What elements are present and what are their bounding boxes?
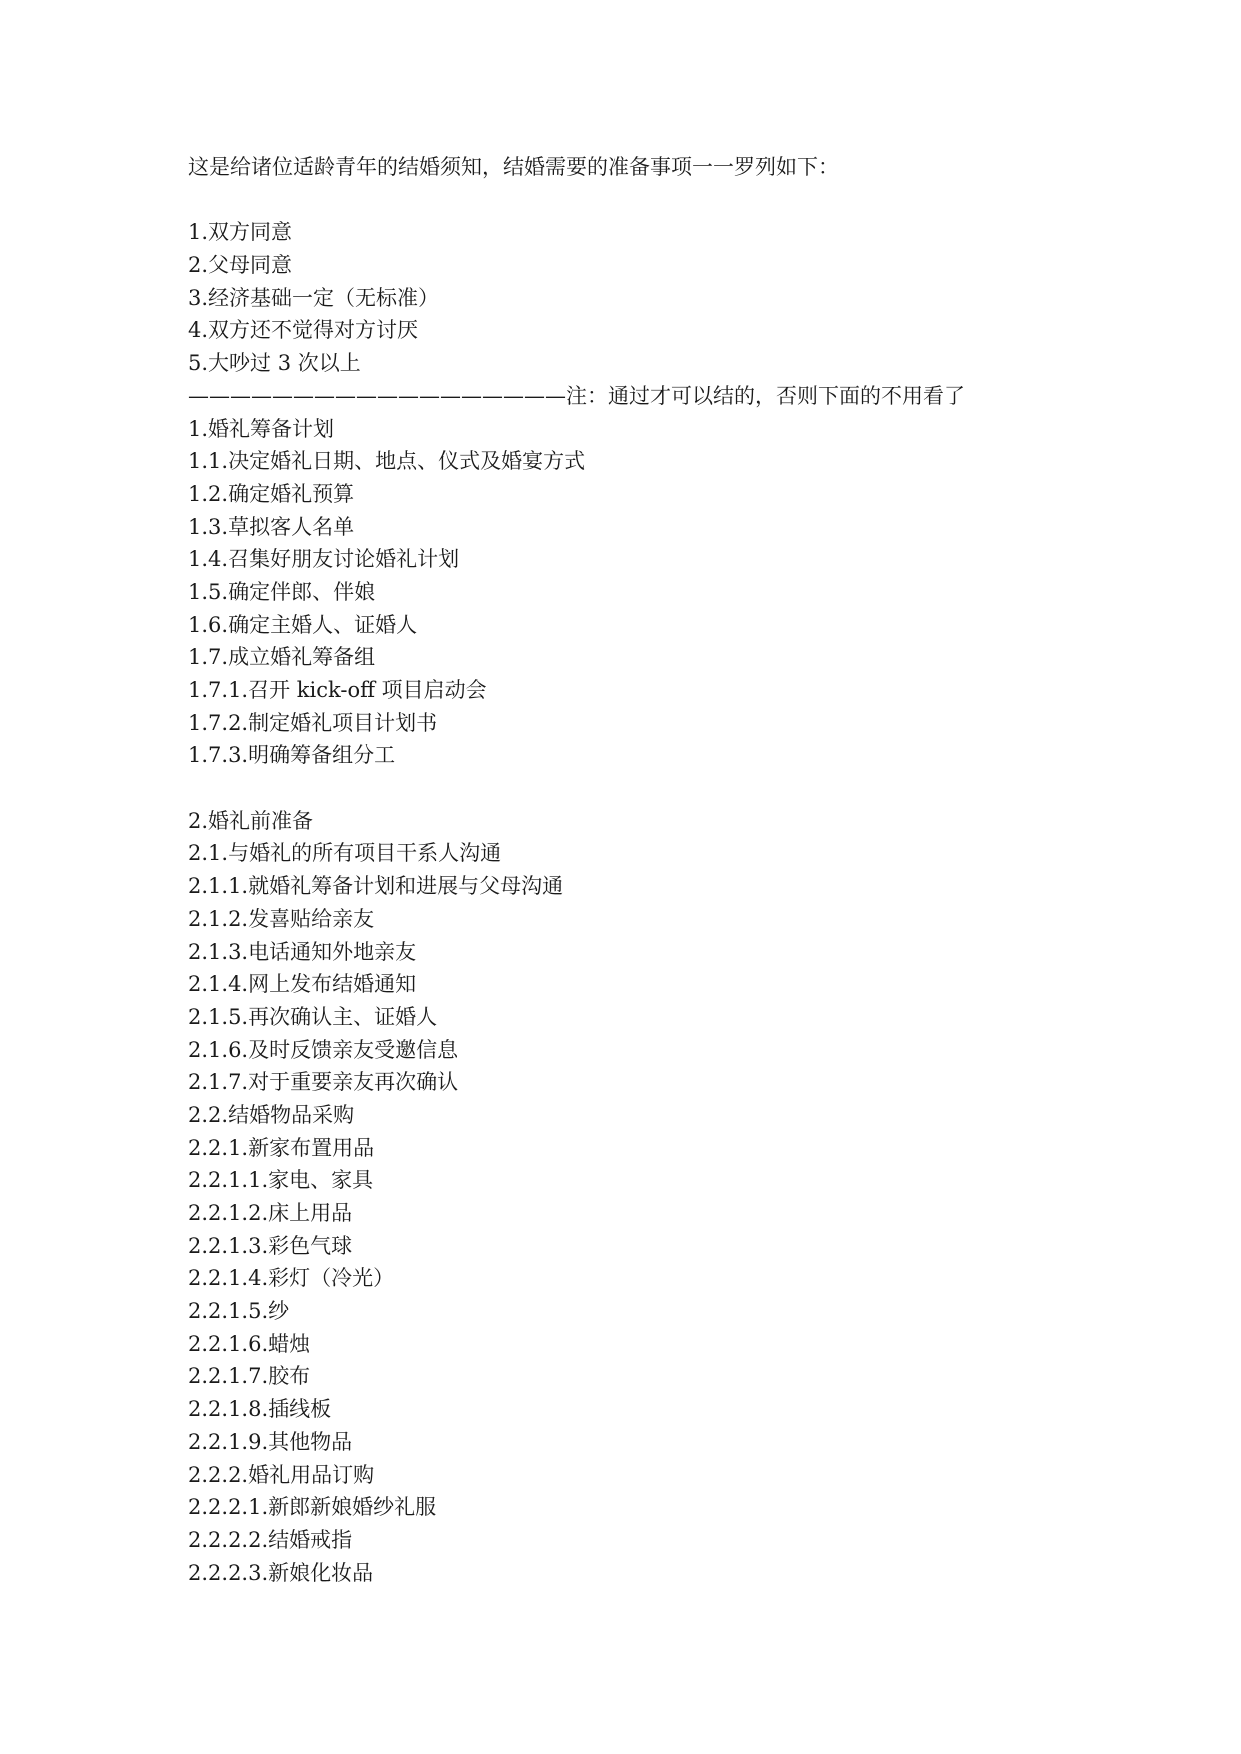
prerequisite-item: 4.双方还不觉得对方讨厌 [188, 318, 419, 343]
list-item: 2.2.1.2.床上用品 [188, 1201, 353, 1225]
list-item: 1.3.草拟客人名单 [188, 514, 355, 539]
list-item: 2.2.2.1.新郎新娘婚纱礼服 [188, 1495, 437, 1520]
list-item: 2.2.1.5.纱 [188, 1299, 290, 1324]
separator-note: ——————————————————注：通过才可以结的，否则下面的不用看了 [188, 383, 965, 408]
list-item: 2.2.2.2.结婚戒指 [188, 1527, 353, 1552]
intro-text: 这是给诸位适龄青年的结婚须知，结婚需要的准备事项一一罗列如下： [188, 155, 839, 179]
document-body [188, 151, 1168, 1589]
list-item: 2.2.2.婚礼用品订购 [188, 1462, 375, 1487]
list-item: 1.5.确定伴郎、伴娘 [188, 579, 376, 604]
section-heading: 1.婚礼筹备计划 [188, 416, 335, 441]
list-item: 1.7.成立婚礼筹备组 [188, 645, 376, 670]
list-item: 2.1.4.网上发布结婚通知 [188, 972, 417, 997]
list-item: 2.1.与婚礼的所有项目干系人沟通 [188, 841, 502, 866]
prerequisite-item: 5.大吵过 3 次以上 [188, 351, 361, 376]
list-item: 2.2.2.3.新娘化妆品 [188, 1560, 374, 1585]
list-item: 2.2.1.1.家电、家具 [188, 1168, 374, 1193]
list-item: 2.2.1.8.插线板 [188, 1397, 332, 1422]
list-item: 1.2.确定婚礼预算 [188, 481, 355, 506]
list-item: 1.7.3.明确筹备组分工 [188, 743, 396, 768]
list-item: 2.1.1.就婚礼筹备计划和进展与父母沟通 [188, 874, 564, 899]
list-item: 2.1.3.电话通知外地亲友 [188, 939, 417, 964]
list-item: 2.1.7.对于重要亲友再次确认 [188, 1070, 459, 1095]
list-item: 2.1.6.及时反馈亲友受邀信息 [188, 1037, 459, 1062]
list-item: 1.6.确定主婚人、证婚人 [188, 612, 418, 637]
list-item: 2.2.1.新家布置用品 [188, 1135, 375, 1160]
prerequisite-item: 2.父母同意 [188, 253, 293, 278]
prerequisite-item: 3.经济基础一定（无标准） [188, 285, 440, 310]
list-item: 1.7.1.召开 kick-off 项目启动会 [188, 678, 487, 702]
section-heading: 2.婚礼前准备 [188, 808, 314, 833]
list-item: 2.2.1.4.彩灯（冷光） [188, 1266, 395, 1291]
list-item: 2.1.2.发喜贴给亲友 [188, 906, 375, 931]
blank-line [188, 772, 1168, 805]
list-item: 2.2.结婚物品采购 [188, 1102, 355, 1127]
list-item: 2.1.5.再次确认主、证婚人 [188, 1004, 438, 1029]
list-item: 2.2.1.6.蜡烛 [188, 1331, 311, 1356]
list-item: 1.7.2.制定婚礼项目计划书 [188, 710, 438, 735]
list-item: 1.1.决定婚礼日期、地点、仪式及婚宴方式 [188, 449, 586, 474]
prerequisite-item: 1.双方同意 [188, 220, 293, 245]
list-item: 2.2.1.3.彩色气球 [188, 1233, 353, 1258]
list-item: 2.2.1.9.其他物品 [188, 1429, 353, 1454]
blank-line [188, 184, 1168, 217]
list-item: 2.2.1.7.胶布 [188, 1364, 311, 1389]
list-item: 1.4.召集好朋友讨论婚礼计划 [188, 547, 460, 572]
